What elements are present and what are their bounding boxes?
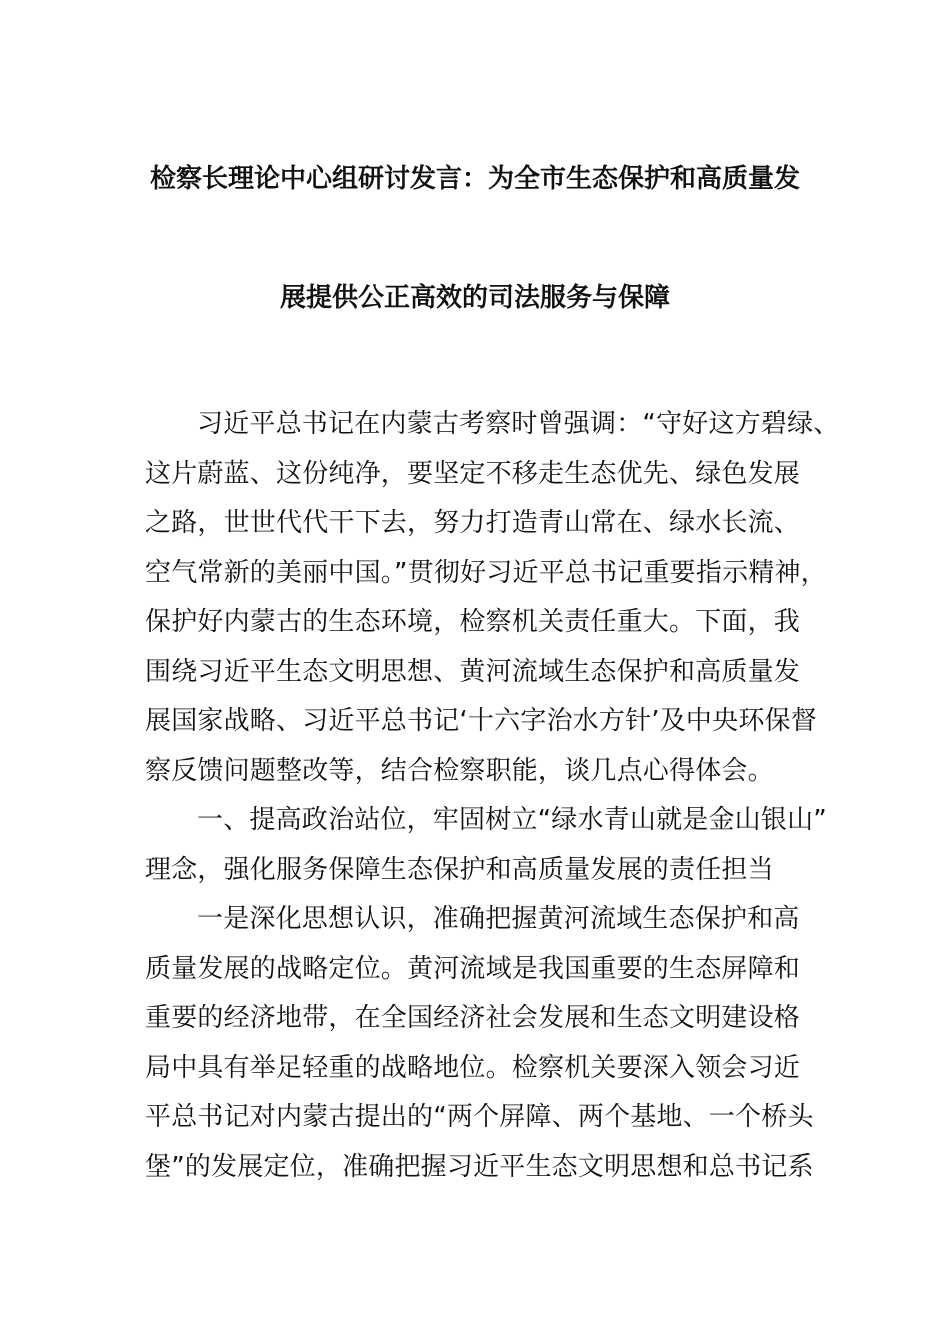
paragraph-line: 质量发展的战略定位。黄河流域是我国重要的生态屏障和: [145, 953, 801, 984]
paragraph-line: 察反馈问题整改等，结合检察职能，谈几点心得体会。: [145, 755, 774, 786]
section-heading-line: 一、提高政治站位，牢固树立“绿水青山就是金山银山”: [197, 805, 827, 835]
paragraph-line: 一是深化思想认识，准确把握黄河流域生态保护和高: [197, 904, 800, 934]
document-body: [145, 400, 845, 1192]
paragraph-line: 保护好内蒙古的生态环境，检察机关责任重大。下面，我: [145, 607, 801, 637]
paragraph-line: 这片蔚蓝、这份纯净，要坚定不移走生态优先、绿色发展: [145, 458, 801, 489]
title-line-2: 展提供公正高效的司法服务与保障: [279, 283, 670, 313]
paragraph-line: 围绕习近平生态文明思想、黄河流域生态保护和高质量发: [145, 656, 801, 687]
paragraph-line: 展国家战略、习近平总书记‘十六字治水方针’及中央环保督: [145, 706, 817, 736]
paragraph-line: 平总书记对内蒙古提出的“两个屏障、两个基地、一个桥头: [145, 1102, 814, 1132]
paragraph-line: 局中具有举足轻重的战略地位。检察机关要深入领会习近: [145, 1052, 801, 1083]
paragraph-line: 堡”的发展定位，准确把握习近平生态文明思想和总书记系: [145, 1151, 814, 1182]
paragraph-line: 重要的经济地带，在全国经济社会发展和生态文明建设格: [145, 1003, 801, 1033]
paragraph-line: 习近平总书记在内蒙古考察时曾强调：“守好这方碧绿、: [197, 409, 840, 439]
section-heading-line: 理念，强化服务保障生态保护和高质量发展的责任担当: [145, 854, 774, 885]
paragraph-line: 之路，世世代代干下去，努力打造青山常在、绿水长流、: [145, 508, 801, 538]
paragraph-line: 空气常新的美丽中国。”贯彻好习近平总书记重要指示精神，: [145, 557, 827, 588]
title-line-1: 检察长理论中心组研讨发言：为全市生态保护和高质量发: [149, 164, 800, 194]
